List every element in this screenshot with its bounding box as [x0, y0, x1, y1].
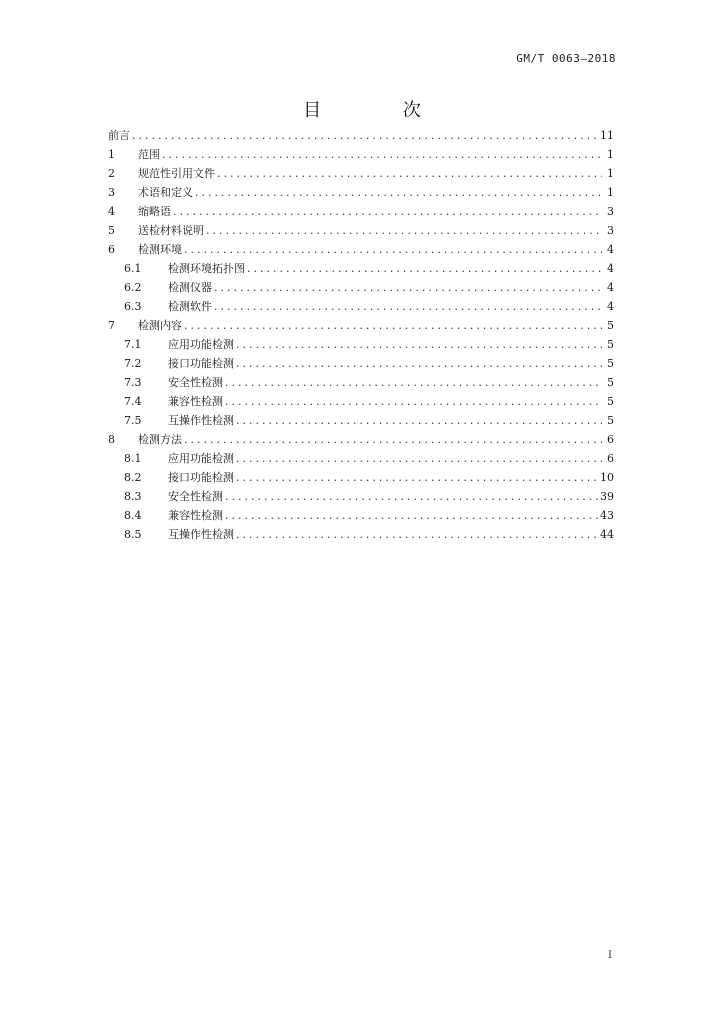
toc-entry-page: 39: [600, 490, 614, 503]
toc-entry-page: 3: [607, 224, 614, 237]
toc-leader-dots: [184, 430, 602, 449]
toc-leader-dots: [206, 221, 602, 240]
toc-entry-number: 2: [108, 167, 115, 180]
toc-entry-page: 1: [607, 186, 614, 199]
toc-entry-page: 1: [607, 167, 614, 180]
toc-entry[interactable]: [108, 316, 614, 335]
toc-entry-number: 7: [108, 319, 115, 332]
toc-entry-number: 6: [108, 243, 115, 256]
toc-entry-number: 4: [108, 205, 115, 218]
toc-leader-dots: [195, 183, 602, 202]
toc-leader-dots: [225, 487, 598, 506]
toc-leader-dots: [162, 145, 602, 164]
toc-leader-dots: [236, 335, 602, 354]
toc-title: 目 次: [303, 100, 459, 121]
toc-entry-page: 11: [600, 129, 614, 142]
toc-entry-page: 4: [607, 262, 614, 275]
toc-entry-number: 6.3: [124, 300, 142, 313]
toc-leader-dots: [225, 373, 602, 392]
toc-entry-page: 4: [607, 300, 614, 313]
toc-entry-label: 接口功能检测: [168, 357, 234, 370]
toc-entry-page: 4: [607, 243, 614, 256]
toc-entry-page: 44: [600, 528, 614, 541]
toc-entry-number: 8: [108, 433, 115, 446]
toc-leader-dots: [214, 297, 602, 316]
toc-entry-label: 范围: [138, 148, 160, 161]
toc-entry-number: 7.1: [124, 338, 142, 351]
toc-entry-label: 缩略语: [138, 205, 171, 218]
toc-entry-number: 6.2: [124, 281, 142, 294]
toc-entry[interactable]: [108, 145, 614, 164]
toc-entry-number: 1: [108, 148, 115, 161]
toc-entry-label: 安全性检测: [168, 490, 223, 503]
toc-entry-number: 6.1: [124, 262, 142, 275]
toc-leader-dots: [225, 392, 602, 411]
toc-entry-label: 应用功能检测: [168, 338, 234, 351]
toc-leader-dots: [236, 411, 602, 430]
toc-entry-number: 5: [108, 224, 115, 237]
toc-leader-dots: [214, 278, 602, 297]
toc-entry-label: 接口功能检测: [168, 471, 234, 484]
toc-entry-label: 检测环境: [138, 243, 182, 256]
toc-leader-dots: [217, 164, 602, 183]
toc-entry[interactable]: [108, 449, 614, 468]
toc-entry-label: 前言: [108, 129, 130, 142]
toc-entry[interactable]: [108, 297, 614, 316]
toc-entry[interactable]: [108, 430, 614, 449]
toc-entry-label: 检测方法: [138, 433, 182, 446]
toc-entry-page: 10: [600, 471, 614, 484]
toc-entry-number: 8.1: [124, 452, 142, 465]
toc-leader-dots: [236, 354, 602, 373]
toc-entry-label: 术语和定义: [138, 186, 193, 199]
toc-entry-number: 8.3: [124, 490, 142, 503]
toc-entry[interactable]: [108, 487, 614, 506]
toc-leader-dots: [236, 525, 598, 544]
toc-leader-dots: [236, 449, 602, 468]
toc-entry[interactable]: [108, 126, 614, 145]
toc-entry[interactable]: [108, 354, 614, 373]
toc-entry[interactable]: [108, 259, 614, 278]
toc-entry-number: 7.4: [124, 395, 142, 408]
toc-entry[interactable]: [108, 240, 614, 259]
toc-leader-dots: [184, 240, 602, 259]
toc-entry-page: 43: [600, 509, 614, 522]
toc-entry-label: 检测软件: [168, 300, 212, 313]
toc-entry[interactable]: [108, 411, 614, 430]
table-of-contents: [108, 126, 614, 544]
toc-entry-number: 7.3: [124, 376, 142, 389]
toc-entry[interactable]: [108, 468, 614, 487]
page-number: I: [608, 950, 612, 961]
toc-entry-label: 检测仪器: [168, 281, 212, 294]
toc-entry-page: 5: [607, 414, 614, 427]
standard-code: GM/T 0063—2018: [516, 52, 616, 65]
toc-entry[interactable]: [108, 183, 614, 202]
toc-entry-label: 兼容性检测: [168, 395, 223, 408]
toc-entry-label: 应用功能检测: [168, 452, 234, 465]
toc-entry-page: 5: [607, 376, 614, 389]
toc-entry[interactable]: [108, 164, 614, 183]
toc-entry-label: 规范性引用文件: [138, 167, 215, 180]
toc-entry-label: 安全性检测: [168, 376, 223, 389]
toc-entry-label: 检测内容: [138, 319, 182, 332]
toc-entry[interactable]: [108, 506, 614, 525]
toc-entry-label: 检测环境拓扑图: [168, 262, 245, 275]
toc-entry[interactable]: [108, 392, 614, 411]
toc-entry-page: 6: [607, 433, 614, 446]
toc-entry-label: 送检材料说明: [138, 224, 204, 237]
toc-entry-label: 兼容性检测: [168, 509, 223, 522]
toc-entry-page: 1: [607, 148, 614, 161]
toc-entry-page: 5: [607, 395, 614, 408]
toc-entry[interactable]: [108, 221, 614, 240]
toc-entry-number: 8.5: [124, 528, 142, 541]
toc-entry-label: 互操作性检测: [168, 528, 234, 541]
toc-entry[interactable]: [108, 278, 614, 297]
toc-leader-dots: [225, 506, 598, 525]
toc-entry-number: 7.2: [124, 357, 142, 370]
toc-entry-page: 5: [607, 357, 614, 370]
toc-entry[interactable]: [108, 525, 614, 544]
toc-entry[interactable]: [108, 335, 614, 354]
toc-entry[interactable]: [108, 373, 614, 392]
toc-entry-number: 3: [108, 186, 115, 199]
toc-entry-number: 8.4: [124, 509, 142, 522]
toc-entry-page: 5: [607, 319, 614, 332]
toc-entry-page: 3: [607, 205, 614, 218]
toc-entry-number: 8.2: [124, 471, 142, 484]
toc-entry-page: 4: [607, 281, 614, 294]
toc-entry-label: 互操作性检测: [168, 414, 234, 427]
toc-leader-dots: [247, 259, 602, 278]
toc-leader-dots: [173, 202, 602, 221]
toc-leader-dots: [184, 316, 602, 335]
toc-entry-number: 7.5: [124, 414, 142, 427]
toc-entry-page: 6: [607, 452, 614, 465]
toc-leader-dots: [236, 468, 598, 487]
toc-entry-page: 5: [607, 338, 614, 351]
toc-leader-dots: [132, 126, 598, 145]
toc-entry[interactable]: [108, 202, 614, 221]
